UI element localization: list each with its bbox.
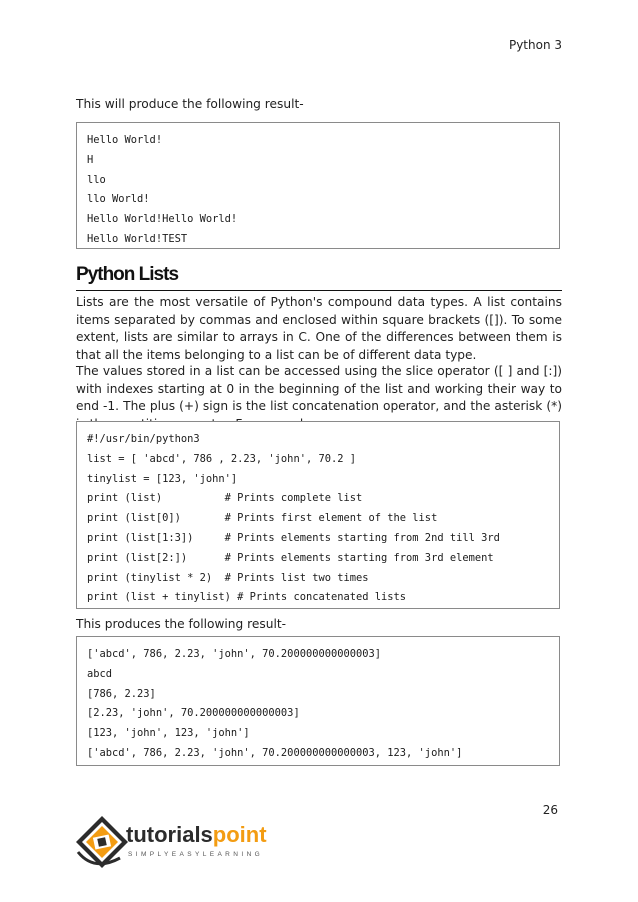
output-line: H — [87, 153, 94, 166]
code-line: tinylist = [123, 'john'] — [87, 472, 238, 485]
code-line: print (list[0]) # Prints first element of the list — [87, 512, 438, 525]
paragraph-lists-intro: Lists are the most versatile of Python's compound data types. A list contains items separated by commas and enclosed within square brackets ([]). To some extent, lists are similar to arrays in C. One of the differences between them is that all the items belonging to a list can be of different data type. — [76, 295, 562, 362]
heading-rule — [76, 290, 562, 291]
intro-text: This will produce the following result- — [76, 97, 304, 111]
result-intro-text: This produces the following result- — [76, 617, 287, 631]
logo-point-text: point — [212, 822, 267, 847]
tutorialspoint-logo — [72, 812, 272, 872]
output-line: Hello World!TEST — [87, 232, 188, 245]
code-line: list = [ 'abcd', 786 , 2.23, 'john', 70.2 ] — [87, 452, 356, 465]
code-line: print (list) # Prints complete list — [87, 492, 363, 505]
logo-mark-icon — [72, 812, 272, 872]
output-line: llo — [87, 173, 106, 186]
code-line: print (tinylist * 2) # Prints list two times — [87, 571, 369, 584]
output-line: ['abcd', 786, 2.23, 'john', 70.200000000000003] — [87, 648, 382, 660]
output-line: abcd — [87, 667, 113, 680]
output-line: Hello World!Hello World! — [87, 213, 238, 226]
output-box-1 — [76, 122, 560, 249]
output-line: [123, 'john', 123, 'john'] — [87, 727, 250, 740]
output-line: [2.23, 'john', 70.200000000000003] — [87, 707, 300, 720]
page-header-title: Python 3 — [508, 38, 562, 52]
output-line: Hello World! — [87, 134, 163, 146]
paragraph-slice-operator: The values stored in a list can be accessed using the slice operator ([ ] and [:]) with indexes starting at 0 in the beginning of the list and working their way to end -1. The plus (+) sign is the list concatenation operator, and the asterisk (*) — [76, 364, 562, 413]
code-line: print (list[1:3]) # Prints elements starting from 2nd till 3rd — [87, 531, 500, 544]
output-line: [786, 2.23] — [87, 687, 156, 700]
section-heading: Python Lists — [76, 264, 179, 285]
logo-tagline: SIMPLYEASYLEARNING — [128, 851, 264, 858]
code-line: print (list + tinylist) # Prints concatenated lists — [87, 591, 407, 604]
code-box — [76, 421, 560, 609]
code-line: #!/usr/bin/python3 — [87, 433, 200, 445]
svg-text:tutorialspoint — [126, 822, 267, 847]
output-line: llo World! — [87, 193, 150, 206]
output-line: ['abcd', 786, 2.23, 'john', 70.200000000000003, 123, 'john'] — [87, 746, 463, 759]
page-number: 26 — [542, 803, 558, 817]
output-box-2 — [76, 636, 560, 766]
code-line: print (list[2:]) # Prints elements starting from 3rd element — [87, 551, 494, 564]
logo-tutorials-text: tutorials — [126, 822, 213, 847]
